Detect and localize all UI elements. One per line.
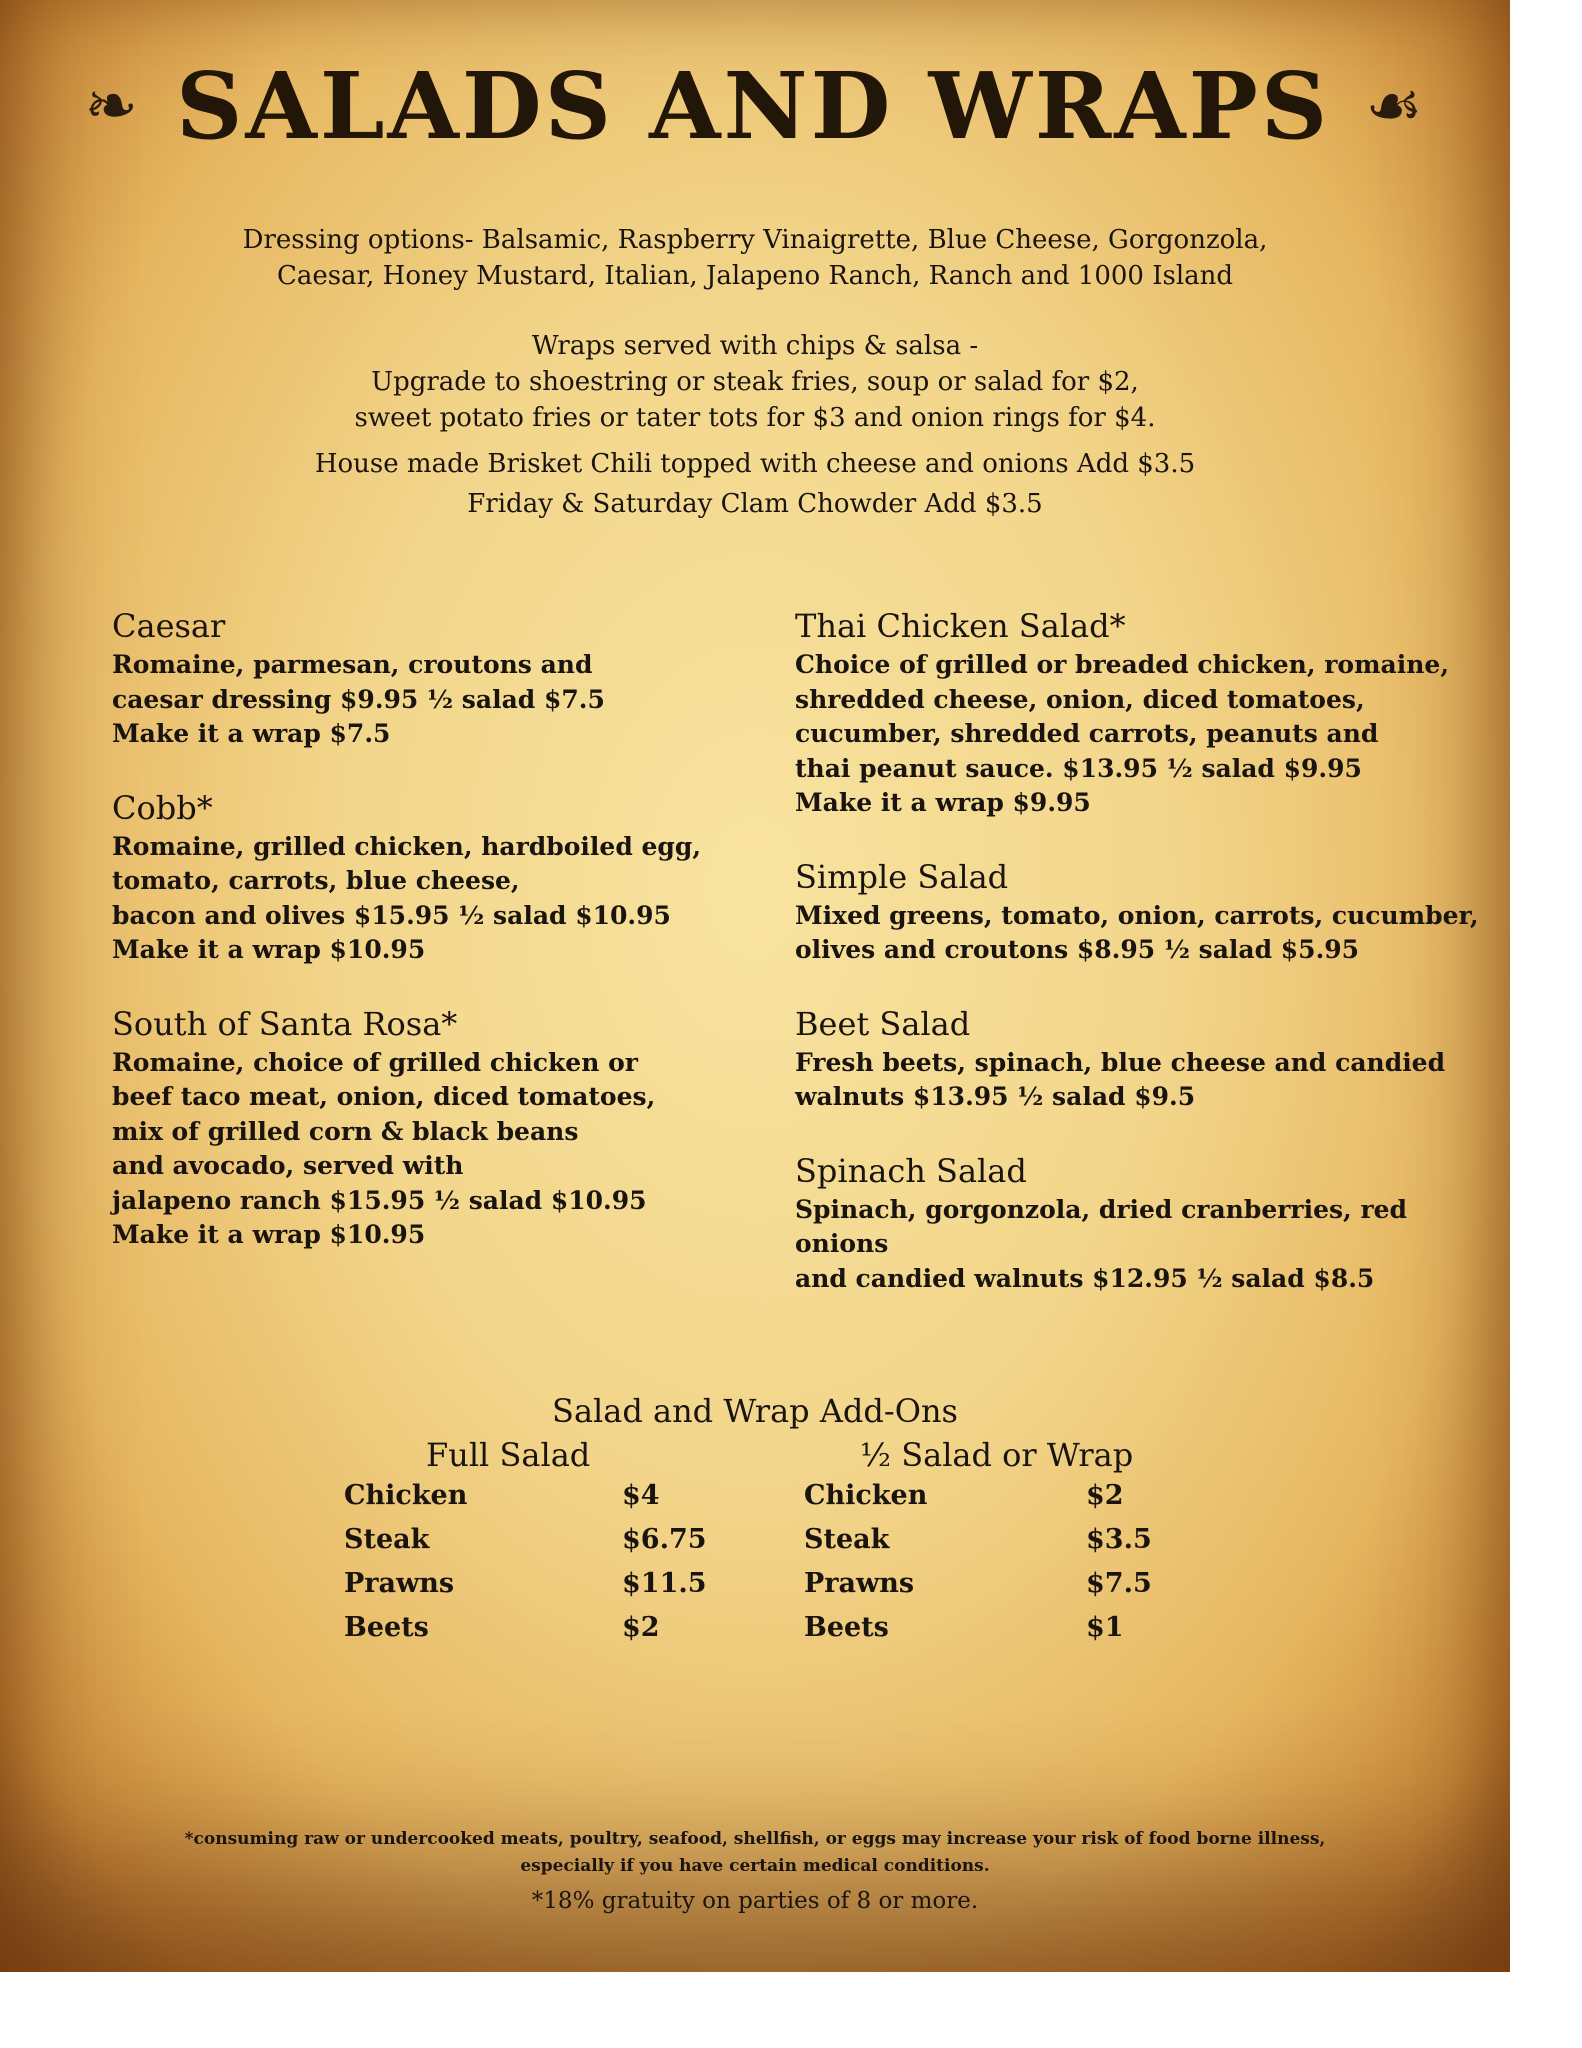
menu-item-simple-salad <box>795 857 1495 968</box>
addon-name: Prawns <box>344 1568 455 1599</box>
dressing-options <box>0 222 1510 294</box>
addon-price: $2 <box>622 1612 660 1643</box>
desc-line: caesar dressing $9.95 ½ salad $7.5 <box>112 684 605 714</box>
menu-item-thai-chicken-salad <box>795 606 1495 821</box>
addon-row <box>804 1524 1184 1568</box>
desc-line: Mixed greens, tomato, onion, carrots, cucumber, <box>795 900 1479 930</box>
wraps-info <box>0 328 1510 436</box>
addon-price: $6.75 <box>622 1524 707 1555</box>
item-name: Thai Chicken Salad* <box>795 607 1126 645</box>
addons-heading: Salad and Wrap Add-Ons <box>552 1392 958 1430</box>
menu-item-caesar <box>112 606 792 752</box>
health-footnote <box>0 1826 1510 1880</box>
gratuity-footnote: *18% gratuity on parties of 8 or more. <box>531 1888 979 1914</box>
desc-line: mix of grilled corn & black beans <box>112 1116 579 1146</box>
item-description <box>795 1193 1495 1297</box>
desc-line: cucumber, shredded carrots, peanuts and <box>795 719 1379 748</box>
wraps-line: Upgrade to shoestring or steak fries, soup or salad for $2, <box>371 367 1139 397</box>
left-menu-column <box>112 606 792 1289</box>
addons-full-table <box>344 1480 724 1656</box>
desc-line: Make it a wrap $10.95 <box>112 1220 426 1249</box>
desc-line: jalapeno ranch $15.95 ½ salad $10.95 <box>112 1185 647 1215</box>
desc-line: Romaine, choice of grilled chicken or <box>112 1047 638 1077</box>
right-menu-column <box>795 606 1495 1332</box>
desc-line: Choice of grilled or breaded chicken, romaine, <box>795 650 1450 679</box>
desc-line: bacon and olives $15.95 ½ salad $10.95 <box>112 900 671 930</box>
addon-name: Chicken <box>344 1480 468 1511</box>
addon-price: $11.5 <box>622 1568 707 1599</box>
dressing-line: Caesar, Honey Mustard, Italian, Jalapeno Ranch, Ranch and 1000 Island <box>276 261 1234 291</box>
extras-line: House made Brisket Chili topped with cheese and onions Add $3.5 <box>314 449 1196 479</box>
addon-row <box>344 1612 724 1656</box>
addon-name: Beets <box>344 1612 429 1643</box>
item-description <box>795 899 1495 968</box>
page-title <box>0 44 1510 160</box>
item-description <box>112 1046 792 1253</box>
addon-price: $7.5 <box>1086 1568 1152 1599</box>
desc-line: Romaine, grilled chicken, hardboiled egg, <box>112 831 702 861</box>
item-name: South of Santa Rosa* <box>112 1004 458 1043</box>
addon-name: Prawns <box>804 1568 915 1599</box>
addon-price: $1 <box>1086 1612 1124 1643</box>
menu-item-south-of-santa-rosa <box>112 1004 792 1253</box>
menu-item-beet-salad <box>795 1004 1495 1115</box>
item-description <box>112 648 792 752</box>
addon-row <box>804 1568 1184 1612</box>
menu-item-spinach-salad <box>795 1151 1495 1297</box>
item-name: Spinach Salad <box>795 1151 1027 1190</box>
addon-row <box>344 1480 724 1524</box>
footnote-line: especially if you have certain medical conditions. <box>520 1856 990 1876</box>
item-description <box>112 830 792 968</box>
addon-row <box>804 1612 1184 1656</box>
addons-full-salad-title: Full Salad <box>426 1436 591 1474</box>
desc-line: and candied walnuts $12.95 ½ salad $8.5 <box>795 1263 1375 1293</box>
desc-line: Make it a wrap $10.95 <box>112 935 426 964</box>
addon-row <box>344 1568 724 1612</box>
desc-line: Spinach, gorgonzola, dried cranberries, red onions <box>795 1194 1408 1258</box>
addon-row <box>344 1524 724 1568</box>
item-name: Cobb* <box>112 788 213 827</box>
desc-line: Make it a wrap $9.95 <box>795 788 1091 817</box>
wraps-line: Wraps served with chips & salsa - <box>531 331 979 361</box>
item-description <box>795 648 1495 821</box>
desc-line: olives and croutons $8.95 ½ salad $5.95 <box>795 935 1360 964</box>
title-text: SALADS AND WRAPS <box>176 52 1331 161</box>
desc-line: tomato, carrots, blue cheese, <box>112 866 520 895</box>
desc-line: shredded cheese, onion, diced tomatoes, <box>795 684 1365 714</box>
footnote-line: *consuming raw or undercooked meats, poultry, seafood, shellfish, or eggs may increase your risk of food borne illness, <box>184 1829 1326 1849</box>
addon-name: Steak <box>344 1524 430 1555</box>
addon-name: Chicken <box>804 1480 928 1511</box>
addon-name: Steak <box>804 1524 890 1555</box>
item-name: Simple Salad <box>795 857 1009 896</box>
item-name: Beet Salad <box>795 1004 971 1043</box>
item-description <box>795 1046 1495 1115</box>
desc-line: beef taco meat, onion, diced tomatoes, <box>112 1082 656 1111</box>
addons-half-table <box>804 1480 1184 1656</box>
desc-line: thai peanut sauce. $13.95 ½ salad $9.95 <box>795 753 1362 783</box>
item-name: Caesar <box>112 607 226 645</box>
addon-name: Beets <box>804 1612 889 1643</box>
menu-item-cobb <box>112 788 792 968</box>
extras-info <box>0 444 1510 524</box>
left-flourish-icon: ❧ <box>84 69 141 144</box>
desc-line: Romaine, parmesan, croutons and <box>112 650 593 679</box>
addon-price: $3.5 <box>1086 1524 1152 1555</box>
desc-line: walnuts $13.95 ½ salad $9.5 <box>795 1082 1196 1111</box>
extras-line: Friday & Saturday Clam Chowder Add $3.5 <box>467 489 1043 519</box>
desc-line: Make it a wrap $7.5 <box>112 719 391 748</box>
wraps-line: sweet potato fries or tater tots for $3 and onion rings for $4. <box>354 403 1156 433</box>
addons-half-salad-title: ½ Salad or Wrap <box>860 1436 1134 1474</box>
addon-row <box>804 1480 1184 1524</box>
desc-line: Fresh beets, spinach, blue cheese and candied <box>795 1047 1446 1077</box>
addon-price: $2 <box>1086 1480 1124 1511</box>
desc-line: and avocado, served with <box>112 1151 464 1180</box>
right-flourish-icon: ☙ <box>1365 69 1426 144</box>
dressing-line: Dressing options- Balsamic, Raspberry Vinaigrette, Blue Cheese, Gorgonzola, <box>242 225 1268 255</box>
addon-price: $4 <box>622 1480 660 1511</box>
